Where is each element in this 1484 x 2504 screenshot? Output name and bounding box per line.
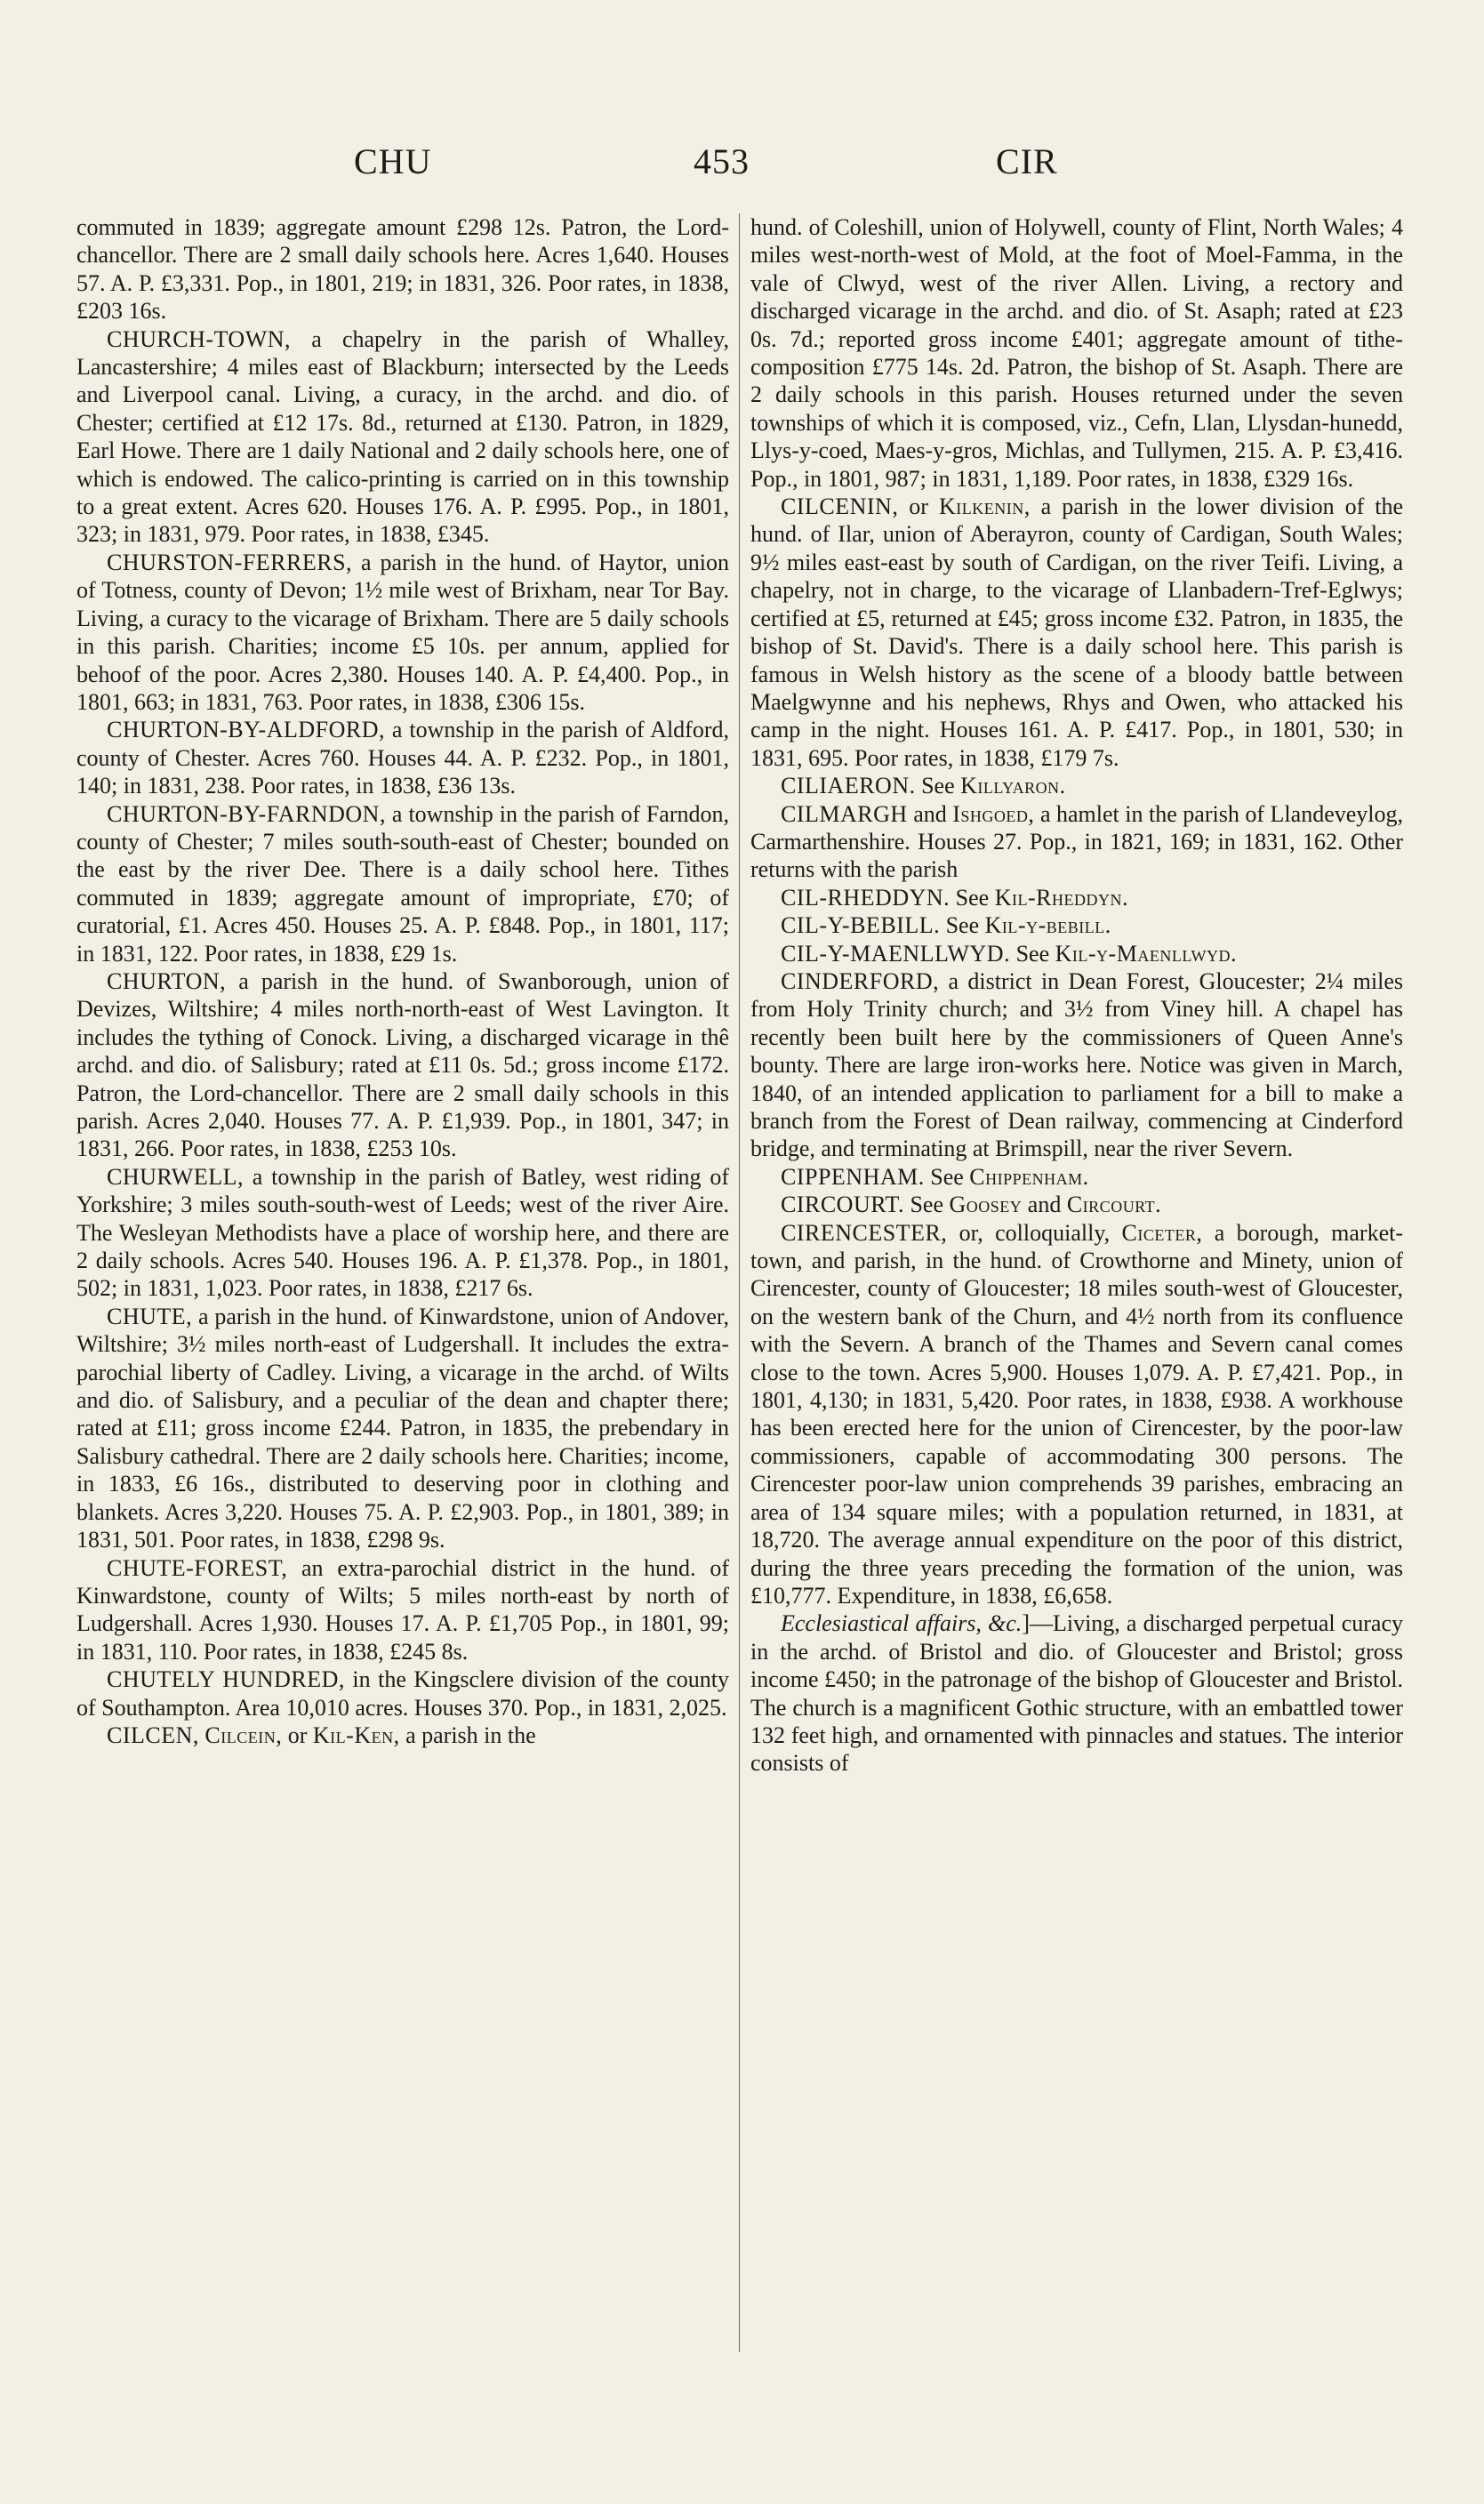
variant-name: Kil-Ken, (312, 1722, 400, 1748)
page-number: 453 (694, 141, 750, 181)
variant-name: Cilcein, (205, 1722, 283, 1748)
headword: CIL-RHEDDYN. (781, 884, 951, 911)
entry-cil-y-maenllwyd: CIL-Y-MAENLLWYD. See Kil-y-Maenllwyd. (781, 940, 1237, 967)
entry-chutely-hundred: CHUTELY HUNDRED, in the Kingsclere division of the county of Southampton. Area 10,010 acres. Houses 370. Pop., in 1831, 2,025. (76, 1666, 729, 1721)
cross-reference: Kil-y-bebill. (984, 912, 1111, 939)
subheading: Ecclesiastical affairs, &c. (781, 1610, 1023, 1637)
headword: CHURCH-TOWN, (107, 325, 292, 352)
right-running-head: CIR (996, 141, 1058, 181)
right-column (750, 213, 1403, 1778)
entry-ciliaeron: CILIAERON. See Killyaron. (781, 773, 1066, 799)
headword: CHURWELL, (107, 1163, 244, 1190)
variant-name: Kilkenin, (938, 494, 1031, 520)
entry-chute: CHUTE, a parish in the hund. of Kinwardstone, union of Andover, Wiltshire; 3½ miles north-east of Ludgershall. It includes the extra-parochial liberty of Cadley. Living, a vicarage in the archd. of Wilts and dio. of Salisbury, and a peculiar of the dean and chapter there; rated at £11; gross income £244. Patron, in 1835, the prebendary in Salisbury cathedral. There are 2 daily schools here. Charities; income, in 1833, £6 16s., distributed to deserving poor in clothing and blankets. Acres 3,220. Houses 75. A. P. £2,903. Pop., in 1801, 389; in 1831, 501. Poor rates, in 1838, £298 9s. (76, 1303, 729, 1553)
left-column (76, 213, 729, 1749)
subentry-ecclesiastical-affairs: Ecclesiastical affairs, &c.]—Living, a discharged perpetual curacy in the archd. of Bristol and dio. of Gloucester and Bristol; gross income £450; in the patronage of the bishop of Gloucester and Bristol. The church is a magnificent Gothic structure, with an embattled tower 132 feet high, and ornamented with pinnacles and statues. The interior consists of (750, 1610, 1403, 1777)
entry-chute-forest: CHUTE-FOREST, an extra-parochial district in the hund. of Kinwardstone, county of Wilts; 5 miles north-east by north of Ludgershall. Acres 1,930. Houses 17. A. P. £1,705 Pop., in 1801, 99; in 1831, 110. Poor rates, in 1838, £245 8s. (76, 1554, 729, 1665)
cross-reference: Killyaron. (960, 773, 1066, 799)
headword: CIL-Y-BEBILL. (781, 912, 941, 939)
left-running-head: CHU (354, 141, 432, 181)
entry-cirencester: CIRENCESTER, or, colloquially, Ciceter, a borough, market-town, and parish, in the hund. of Crowthorne and Minety, union of Cirencester, county of Gloucester; 18 miles south-west of Gloucester, on the western bank of the Churn, and 4½ north from its confluence with the Severn. A branch of the Thames and Severn canal comes close to the town. Acres 5,900. Houses 1,079. A. P. £7,421. Pop., in 1801, 4,130; in 1831, 5,420. Poor rates, in 1838, £938. A workhouse has been erected here for the union of Cirencester, by the poor-law commissioners, capable of accommodating 300 persons. The Cirencester poor-law union comprehends 39 parishes, embracing an area of 134 square miles; with a population returned, in 1831, at 18,720. The average annual expenditure on the poor of this district, during the three years preceding the formation of the union, was £10,777. Expenditure, in 1838, £6,658. (750, 1219, 1403, 1609)
headword: CHUTE, (107, 1303, 193, 1329)
headword: CHUTE-FOREST, (107, 1554, 288, 1581)
cross-reference: Goosey (949, 1192, 1023, 1218)
entry-churton-by-aldford: CHURTON-BY-ALDFORD, a township in the parish of Aldford, county of Chester. Acres 760. Houses 44. A. P. £232. Pop., in 1801, 140; in 1831, 238. Poor rates, in 1838, £36 13s. (76, 717, 729, 799)
entry-churwell: CHURWELL, a township in the parish of Batley, west riding of Yorkshire; 3 miles south-south-west of Leeds; west of the river Aire. The Wesleyan Methodists have a place of worship here, and there are 2 daily schools. Acres 540. Houses 196. A. P. £1,378. Pop., in 1801, 502; in 1831, 1,023. Poor rates, in 1838, £217 6s. (76, 1163, 729, 1302)
page-header (0, 140, 1484, 194)
variant-name: Ishgoed, (952, 800, 1035, 827)
cross-reference: Circourt. (1066, 1192, 1162, 1218)
entry-continuation: hund. of Coleshill, union of Holywell, county of Flint, North Wales; 4 miles west-north-west of Mold, at the foot of Moel-Famma, in the vale of Clwyd, west of the river Allen. Living, a rectory and discharged vicarage in the archd. and dio. of St. Asaph; rated at £23 0s. 7d.; reported gross income £401; aggregate amount of tithe-composition £775 14s. 2d. Patron, the bishop of St. Asaph. There are 2 daily schools in this parish. Houses returned under the seven townships of which it is composed, viz., Cefn, Llan, Llysdan-hunedd, Llys-y-coed, Maes-y-gros, Michlas, and Tullymen, 215. A. P. £3,416. Pop., in 1801, 987; in 1831, 1,189. Poor rates, in 1838, £329 16s. (750, 214, 1403, 492)
entry-cilmargh: CILMARGH and Ishgoed, a hamlet in the parish of Llandeveylog, Carmarthenshire. Houses 27. Pop., in 1821, 169; in 1831, 162. Other returns with the parish (750, 800, 1403, 883)
entry-cinderford: CINDERFORD, a district in Dean Forest, Gloucester; 2¼ miles from Holy Trinity church; and 3½ from Viney hill. A chapel has recently been built here by the commissioners of Queen Anne's bounty. There are large iron-works here. Notice was given in March, 1840, of an intended application to parliament for a bill to make a branch from the Forest of Dean railway, commencing at Cinderford bridge, and terminating at Brimspill, near the river Severn. (750, 967, 1403, 1162)
headword: CHUTELY HUNDRED, (107, 1666, 345, 1693)
headword: CILCEN, (107, 1722, 199, 1748)
headword: CHURTON-BY-ALDFORD, (107, 717, 385, 743)
headword: CILCENIN, (781, 494, 899, 520)
cross-reference: Chippenham. (969, 1163, 1089, 1190)
headword: CILMARGH (781, 800, 908, 827)
entry-cil-rheddyn: CIL-RHEDDYN. See Kil-Rheddyn. (781, 884, 1128, 911)
entry-cippenham: CIPPENHAM. See Chippenham. (781, 1163, 1089, 1190)
entry-continuation: commuted in 1839; aggregate amount £298 12s. Patron, the Lord-chancellor. There are 2 small daily schools here. Acres 1,640. Houses 57. A. P. £3,331. Pop., in 1801, 219; in 1831, 326. Poor rates, in 1838, £203 16s. (76, 214, 729, 325)
entry-church-town: CHURCH-TOWN, a chapelry in the parish of Whalley, Lancastershire; 4 miles east of Blackburn; intersected by the Leeds and Liverpool canal. Living, a curacy, in the archd. and dio. of Chester; certified at £12 17s. 8d., returned at £130. Patron, in 1829, Earl Howe. There are 1 daily National and 2 daily schools here, one of which is endowed. The calico-printing is carried on in this township to a great extent. Acres 620. Houses 176. A. P. £995. Pop., in 1801, 323; in 1831, 979. Poor rates, in 1838, £345. (76, 325, 729, 548)
headword: CHURTON, (107, 967, 227, 994)
headword: CILIAERON. (781, 773, 916, 799)
headword: CIRCOURT. (781, 1192, 904, 1218)
entry-cilcenin: CILCENIN, or Kilkenin, a parish in the lower division of the hund. of Ilar, union of Aberayron, county of Cardigan, South Wales; 9½ miles east-east by south of Cardigan, on the river Teifi. Living, a chapelry, not in charge, to the vicarage of Llanbadern-Tref-Eglwys; certified at £5, returned at £45; gross income £32. Patron, in 1835, the bishop of St. David's. There is a daily school here. This parish is famous in Welsh history as the scene of a bloody battle between Maelgwynne and his nephews, Rhys and Owen, who attacked his camp in the night. Houses 161. A. P. £417. Pop., in 1801, 530; in 1831, 695. Poor rates, in 1838, £179 7s. (750, 494, 1403, 771)
headword: CHURSTON-FERRERS, (107, 549, 353, 575)
headword: CIRENCESTER, (781, 1219, 948, 1246)
cross-reference: Kil-Rheddyn. (994, 884, 1128, 911)
entry-churston-ferrers: CHURSTON-FERRERS, a parish in the hund. of Haytor, union of Totness, county of Devon; 1½ mile west of Brixham, near Tor Bay. Living, a curacy to the vicarage of Brixham. There are 5 daily schools in this parish. Charities; income £5 10s. per annum, applied for behoof of the poor. Acres 2,380. Houses 140. A. P. £4,400. Pop., in 1801, 663; in 1831, 763. Poor rates, in 1838, £306 15s. (76, 549, 729, 715)
entry-churton-by-farndon: CHURTON-BY-FARNDON, a township in the parish of Farndon, county of Chester; 7 miles south-south-east of Chester; bounded on the east by the river Dee. There is a daily school here. Tithes commuted in 1839; aggregate amount of impropriate, £70; of curatorial, £1. Acres 450. Houses 25. A. P. £848. Pop., in 1801, 117; in 1831, 122. Poor rates, in 1838, £29 1s. (76, 800, 729, 967)
entry-cil-y-bebill: CIL-Y-BEBILL. See Kil-y-bebill. (781, 912, 1111, 939)
headword: CIPPENHAM. (781, 1163, 925, 1190)
headword: CHURTON-BY-FARNDON, (107, 800, 386, 827)
entry-churton: CHURTON, a parish in the hund. of Swanborough, union of Devizes, Wiltshire; 4 miles north-north-east of West Lavington. It includes the tything of Conock. Living, a discharged vicarage in thê archd. and dio. of Salisbury; rated at £11 0s. 5d.; gross income £172. Patron, the Lord-chancellor. There are 2 small daily schools in this parish. Acres 2,040. Houses 77. A. P. £1,939. Pop., in 1801, 347; in 1831, 266. Poor rates, in 1838, £253 10s. (76, 967, 729, 1162)
entry-cilcen: CILCEN, Cilcein, or Kil-Ken, a parish in the (107, 1722, 536, 1748)
headword: CINDERFORD, (781, 967, 940, 994)
headword: CIL-Y-MAENLLWYD. (781, 940, 1011, 967)
entry-circourt: CIRCOURT. See Goosey and Circourt. (781, 1192, 1162, 1218)
cross-reference: Kil-y-Maenllwyd. (1055, 940, 1237, 967)
column-divider (739, 213, 740, 2352)
variant-name: Ciceter, (1121, 1219, 1203, 1246)
